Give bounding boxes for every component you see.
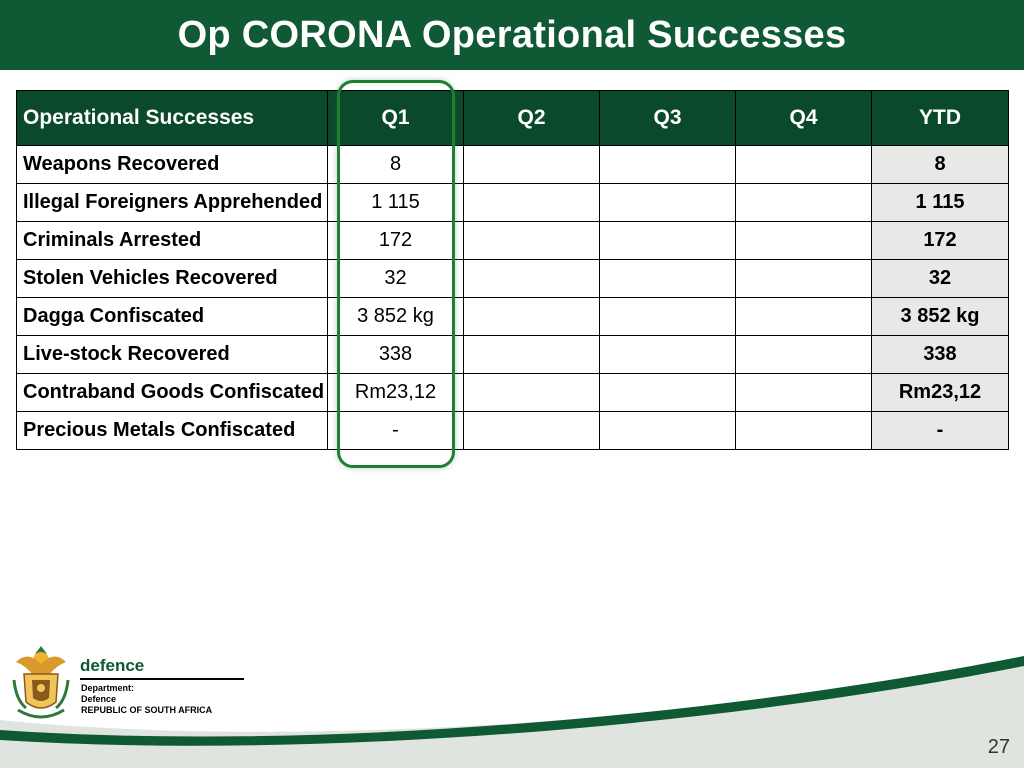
column-header: Q1 bbox=[328, 91, 464, 146]
page-number: 27 bbox=[987, 736, 1010, 758]
q3-cell bbox=[600, 146, 736, 184]
column-header: Q3 bbox=[600, 91, 736, 146]
ytd-cell: 3 852 kg bbox=[872, 298, 1009, 336]
q2-cell bbox=[464, 336, 600, 374]
table-row bbox=[17, 184, 1009, 222]
q3-cell bbox=[600, 260, 736, 298]
ytd-cell: 32 bbox=[872, 260, 1009, 298]
row-label: Criminals Arrested bbox=[17, 222, 328, 260]
south-africa-coat-of-arms-icon bbox=[10, 640, 72, 724]
table-row bbox=[17, 374, 1009, 412]
column-header: Q2 bbox=[464, 91, 600, 146]
row-label: Illegal Foreigners Apprehended bbox=[17, 184, 328, 222]
title-bar bbox=[0, 0, 1024, 70]
q3-cell bbox=[600, 298, 736, 336]
row-label: Dagga Confiscated bbox=[17, 298, 328, 336]
table-header-row bbox=[17, 91, 1009, 146]
q1-cell: 338 bbox=[328, 336, 464, 374]
table-row bbox=[17, 222, 1009, 260]
column-header: Operational Successes bbox=[17, 91, 328, 146]
row-label: Weapons Recovered bbox=[17, 146, 328, 184]
q4-cell bbox=[736, 374, 872, 412]
q2-cell bbox=[464, 298, 600, 336]
table-row bbox=[17, 260, 1009, 298]
q1-cell: Rm23,12 bbox=[328, 374, 464, 412]
table-row bbox=[17, 298, 1009, 336]
department-text bbox=[81, 683, 212, 716]
q1-cell: 32 bbox=[328, 260, 464, 298]
brand-divider bbox=[80, 678, 244, 680]
dept-line: REPUBLIC OF SOUTH AFRICA bbox=[81, 705, 213, 715]
q2-cell bbox=[464, 184, 600, 222]
q2-cell bbox=[464, 146, 600, 184]
q4-cell bbox=[736, 260, 872, 298]
table-row bbox=[17, 336, 1009, 374]
q1-cell: 1 115 bbox=[328, 184, 464, 222]
ytd-cell: - bbox=[872, 412, 1009, 450]
ytd-cell: 172 bbox=[872, 222, 1009, 260]
ytd-cell: Rm23,12 bbox=[872, 374, 1009, 412]
table-row bbox=[17, 146, 1009, 184]
q4-cell bbox=[736, 298, 872, 336]
table-row bbox=[17, 412, 1009, 450]
q1-cell: - bbox=[328, 412, 464, 450]
column-header: Q4 bbox=[736, 91, 872, 146]
ytd-cell: 338 bbox=[872, 336, 1009, 374]
q3-cell bbox=[600, 222, 736, 260]
q4-cell bbox=[736, 146, 872, 184]
q3-cell bbox=[600, 412, 736, 450]
operational-successes-table bbox=[16, 90, 1009, 450]
q2-cell bbox=[464, 260, 600, 298]
ytd-cell: 8 bbox=[872, 146, 1009, 184]
q4-cell bbox=[736, 336, 872, 374]
q3-cell bbox=[600, 374, 736, 412]
q1-cell: 3 852 kg bbox=[328, 298, 464, 336]
row-label: Contraband Goods Confiscated bbox=[17, 374, 328, 412]
brand-name: defence bbox=[80, 656, 145, 675]
q1-cell: 172 bbox=[328, 222, 464, 260]
q4-cell bbox=[736, 222, 872, 260]
dept-line: Department: bbox=[81, 683, 135, 693]
q3-cell bbox=[600, 184, 736, 222]
ytd-cell: 1 115 bbox=[872, 184, 1009, 222]
slide-title: Op CORONA Operational Successes bbox=[177, 13, 847, 56]
row-label: Stolen Vehicles Recovered bbox=[17, 260, 328, 298]
q4-cell bbox=[736, 184, 872, 222]
q2-cell bbox=[464, 412, 600, 450]
row-label: Precious Metals Confiscated bbox=[17, 412, 328, 450]
dept-line: Defence bbox=[81, 694, 117, 704]
q3-cell bbox=[600, 336, 736, 374]
row-label: Live-stock Recovered bbox=[17, 336, 328, 374]
q2-cell bbox=[464, 222, 600, 260]
q1-cell: 8 bbox=[328, 146, 464, 184]
q4-cell bbox=[736, 412, 872, 450]
column-header: YTD bbox=[872, 91, 1009, 146]
q2-cell bbox=[464, 374, 600, 412]
